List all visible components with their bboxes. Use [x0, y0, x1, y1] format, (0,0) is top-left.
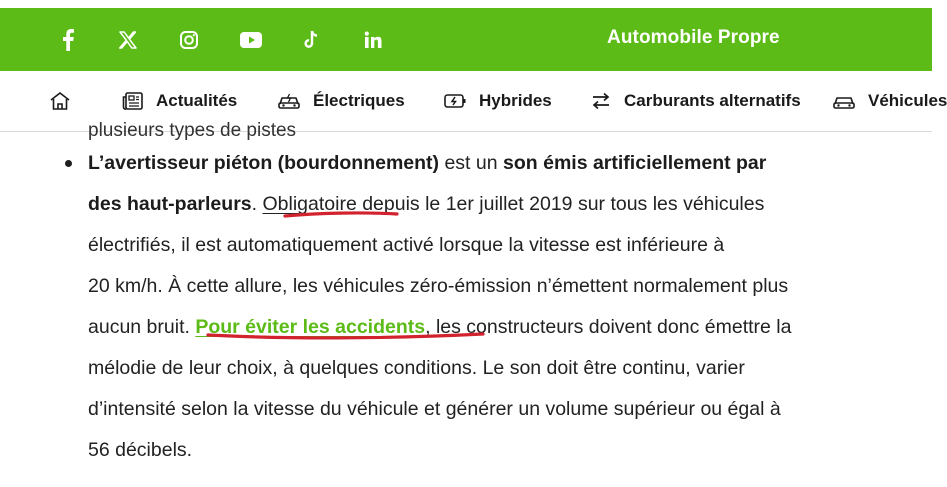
- paragraph-line: L’avertisseur piéton (bourdonnement) est un son émis artificiellement par: [88, 152, 767, 174]
- paragraph-line: mélodie de leur choix, à quelques conditions. Le son doit être continu, varier: [88, 357, 745, 379]
- paragraph-line: aucun bruit. Pour éviter les accidents, les constructeurs doivent donc émettre la: [88, 316, 792, 338]
- nav-item-carburants[interactable]: [590, 71, 801, 131]
- paragraph-line: d’intensité selon la vitesse du véhicule et générer un volume supérieur ou égal à: [88, 398, 781, 420]
- top-bar: [0, 8, 932, 71]
- paragraph-line: 56 décibels.: [88, 439, 193, 461]
- tiktok-icon[interactable]: [298, 26, 326, 54]
- nav-label: Électriques: [313, 91, 405, 110]
- hybrid-battery-icon: [443, 91, 467, 111]
- nav-item-electriques[interactable]: [277, 71, 405, 131]
- nav-label: Actualités: [156, 91, 238, 110]
- nav-item-home[interactable]: [49, 71, 83, 131]
- x-icon[interactable]: [114, 26, 142, 54]
- instagram-icon[interactable]: [175, 26, 203, 54]
- paragraph-line: électrifiés, il est automatiquement activé lorsque la vitesse est inférieure à: [88, 234, 725, 256]
- underlined-word-obligatoire: Obligatoire: [262, 193, 357, 215]
- youtube-icon[interactable]: [237, 26, 265, 54]
- nav-label: Hybrides: [479, 91, 552, 110]
- paragraph-line: des haut-parleurs. Obligatoire depuis le 1er juillet 2019 sur tous les véhicules: [88, 193, 765, 215]
- list-bullet: [65, 160, 72, 167]
- newspaper-icon: [122, 91, 144, 111]
- facebook-icon[interactable]: [54, 26, 82, 54]
- nav-label: Véhicules: [868, 91, 947, 110]
- swap-arrows-icon: [590, 91, 612, 111]
- electric-car-icon: [277, 91, 301, 111]
- nav-item-vehicules[interactable]: [832, 71, 947, 131]
- home-icon: [49, 91, 71, 111]
- article-body: [0, 120, 932, 487]
- paragraph-line: 20 km/h. À cette allure, les véhicules zéro-émission n’émettent normalement plus: [88, 275, 789, 297]
- site-brand[interactable]: Automobile Propre: [607, 27, 780, 48]
- bold-term: L’avertisseur piéton (bourdonnement): [88, 152, 440, 174]
- nav-label: Carburants alternatifs: [624, 91, 801, 110]
- linkedin-icon[interactable]: [359, 26, 387, 54]
- nav-item-hybrides[interactable]: [443, 71, 552, 131]
- bold-phrase: des haut-parleurs: [88, 193, 252, 215]
- link-pour-eviter-les-accidents[interactable]: Pour éviter les accidents: [195, 316, 426, 338]
- clipped-previous-line: plusieurs types de pistes: [88, 120, 297, 141]
- vehicle-icon: [832, 91, 856, 111]
- bold-phrase: son émis artificiellement par: [503, 152, 767, 174]
